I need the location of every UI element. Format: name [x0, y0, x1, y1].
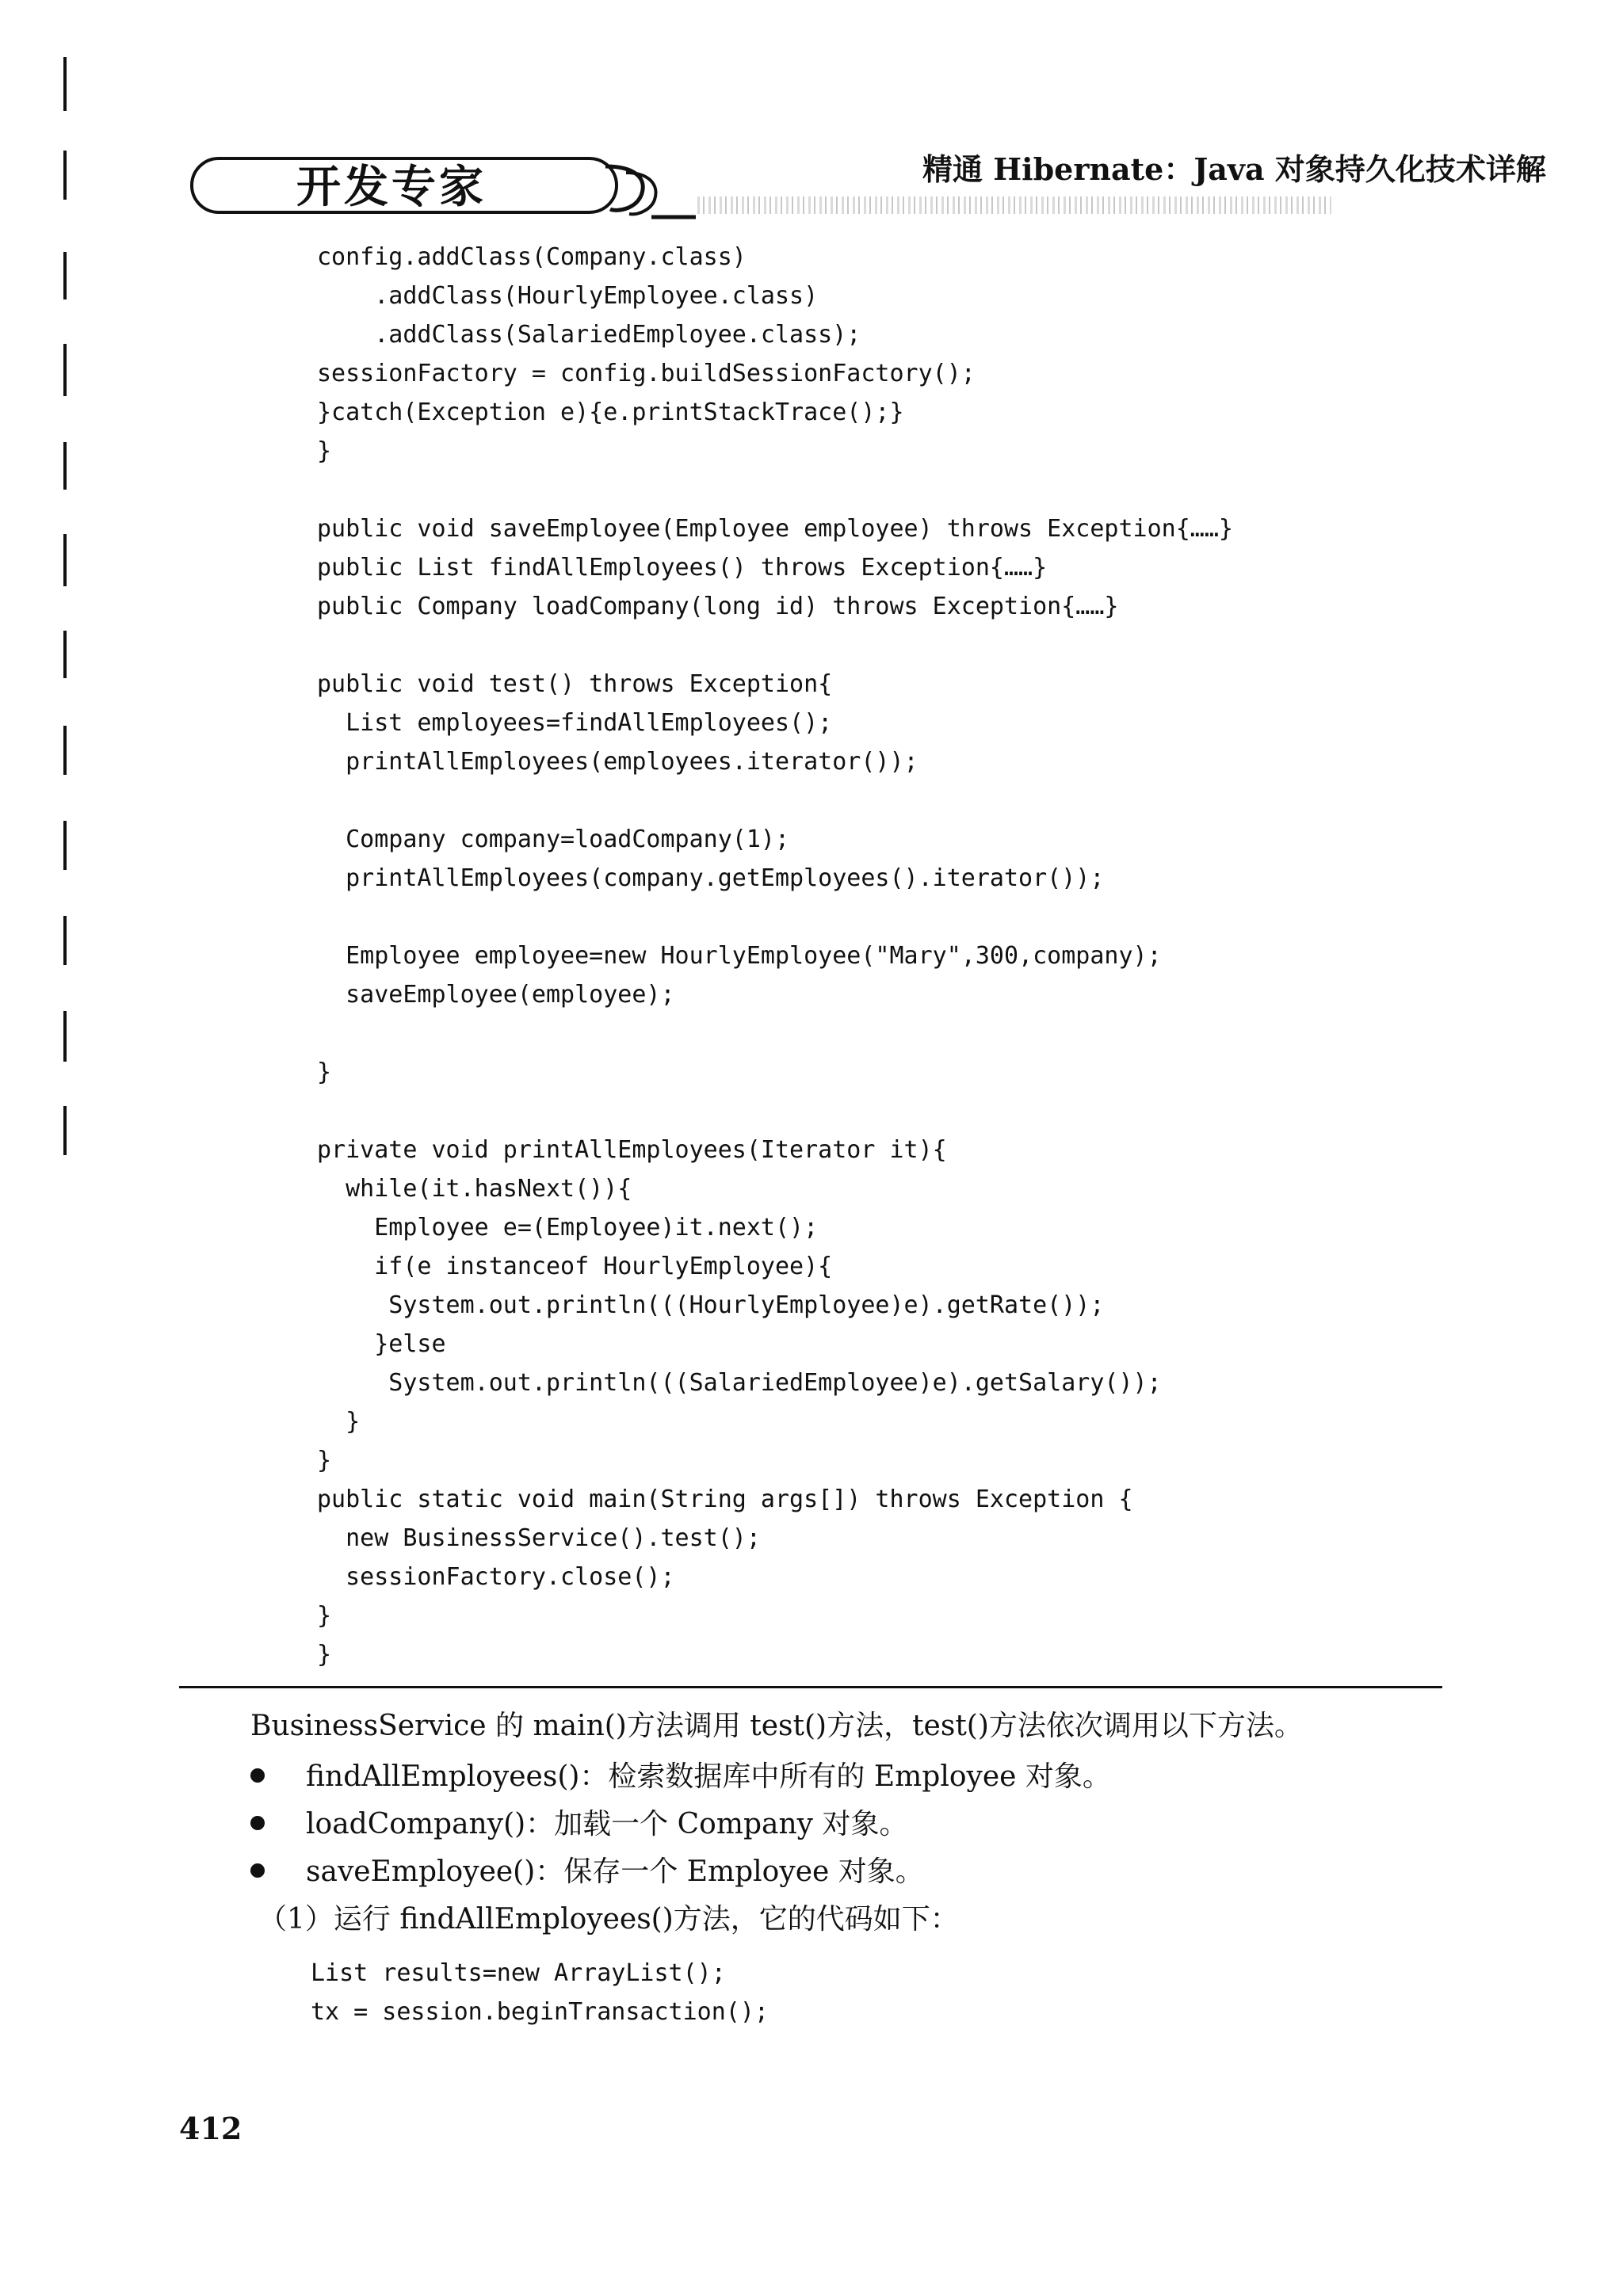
margin-mark — [63, 1011, 67, 1062]
header-decoration — [697, 196, 1331, 214]
code-line: sessionFactory = config.buildSessionFactory(); — [317, 360, 976, 387]
code-line: if(e instanceof HourlyEmployee){ — [317, 1253, 833, 1280]
code-line — [317, 1014, 1233, 1053]
code-line: config.addClass(Company.class) — [317, 243, 747, 271]
code-line: public static void main(String args[]) throws Exception { — [317, 1486, 1133, 1513]
code-line: new BusinessService().test(); — [317, 1524, 761, 1552]
page-number: 412 — [179, 2111, 242, 2146]
code-line: System.out.println(((HourlyEmployee)e).getRate()); — [317, 1291, 1105, 1319]
code-line: Employee e=(Employee)it.next(); — [317, 1214, 819, 1241]
code-line: printAllEmployees(company.getEmployees().iterator()); — [317, 864, 1105, 892]
code-line: public void saveEmployee(Employee employee) throws Exception{……} — [317, 515, 1233, 543]
margin-mark — [63, 151, 67, 200]
bullet-icon — [250, 1768, 265, 1783]
margin-mark — [63, 726, 67, 775]
code-line: tx = session.beginTransaction(); — [311, 1998, 769, 2026]
code-line — [317, 471, 1233, 509]
margin-mark — [63, 442, 67, 490]
code-line: Employee employee=new HourlyEmployee("Mary",300,company); — [317, 942, 1162, 970]
margin-mark — [63, 1106, 67, 1155]
code-line: public Company loadCompany(long id) throws Exception{……} — [317, 593, 1119, 620]
code-line: sessionFactory.close(); — [317, 1563, 675, 1591]
code-line: }catch(Exception e){e.printStackTrace();} — [317, 399, 904, 426]
logo-swoosh-icon — [602, 154, 697, 220]
code-line: List employees=findAllEmployees(); — [317, 709, 833, 737]
code-line — [317, 781, 1233, 820]
code-line: } — [317, 1058, 332, 1086]
code-line: Company company=loadCompany(1); — [317, 826, 790, 853]
margin-mark — [63, 916, 67, 965]
code-line: saveEmployee(employee); — [317, 981, 675, 1009]
bullet-icon — [250, 1816, 265, 1830]
intro-paragraph: BusinessService 的 main()方法调用 test()方法，test()方法依次调用以下方法。 — [250, 1710, 1303, 1742]
list-item — [250, 1757, 1111, 1797]
bullet-icon — [250, 1863, 265, 1878]
code-line — [317, 626, 1233, 665]
code-snippet — [311, 1954, 769, 2031]
code-line — [317, 1092, 1233, 1131]
list-item-text: findAllEmployees()：检索数据库中所有的 Employee 对象。 — [306, 1760, 1111, 1793]
page-header — [190, 149, 1546, 222]
list-item — [250, 1852, 924, 1892]
margin-mark — [63, 631, 67, 678]
code-line: public List findAllEmployees() throws Exception{……} — [317, 554, 1048, 582]
margin-mark — [63, 534, 67, 586]
code-line: }else — [317, 1330, 446, 1358]
code-line: } — [317, 1602, 332, 1630]
book-title: 精通 Hibernate：Java 对象持久化技术详解 — [922, 151, 1546, 187]
section-divider — [179, 1686, 1442, 1688]
code-line: public void test() throws Exception{ — [317, 670, 833, 698]
margin-mark — [63, 821, 67, 870]
code-line: } — [317, 437, 332, 465]
code-line: List results=new ArrayList(); — [311, 1959, 726, 1987]
step-heading: （1）运行 findAllEmployees()方法，它的代码如下： — [258, 1903, 959, 1936]
code-listing — [317, 238, 1233, 1674]
margin-mark — [63, 57, 67, 111]
code-line: .addClass(HourlyEmployee.class) — [317, 282, 819, 310]
code-line: } — [317, 1408, 361, 1436]
list-item — [250, 1805, 907, 1844]
list-item-text: saveEmployee()：保存一个 Employee 对象。 — [306, 1855, 924, 1888]
code-line: System.out.println(((SalariedEmployee)e).getSalary()); — [317, 1369, 1162, 1397]
code-line: printAllEmployees(employees.iterator()); — [317, 748, 918, 776]
code-line: private void printAllEmployees(Iterator it){ — [317, 1136, 947, 1164]
code-line: while(it.hasNext()){ — [317, 1175, 632, 1203]
code-line: } — [317, 1447, 332, 1474]
margin-mark — [63, 344, 67, 396]
code-line: .addClass(SalariedEmployee.class); — [317, 321, 861, 349]
series-logo — [190, 157, 618, 214]
series-logo-text: 开发专家 — [296, 162, 487, 213]
list-item-text: loadCompany()：加载一个 Company 对象。 — [306, 1808, 908, 1840]
code-line: } — [317, 1641, 332, 1669]
code-line — [317, 898, 1233, 936]
margin-mark — [63, 252, 67, 299]
